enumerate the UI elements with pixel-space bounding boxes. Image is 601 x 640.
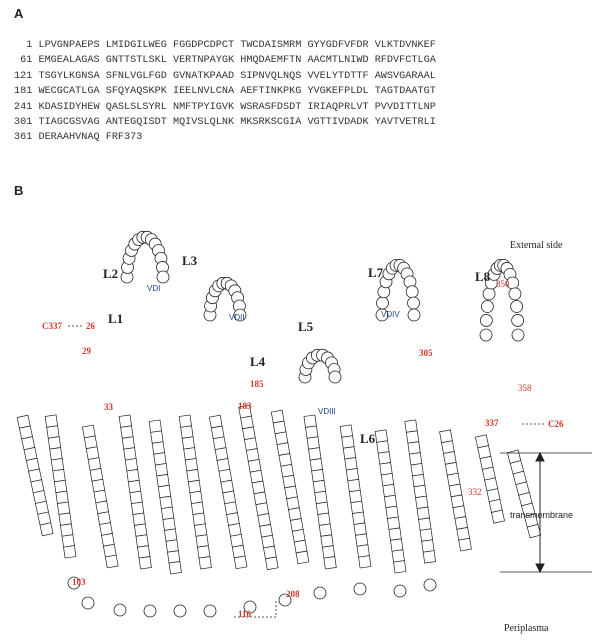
transmembrane-strand: [119, 415, 151, 569]
residue-circle: [114, 604, 126, 616]
residue-circle: [481, 301, 493, 313]
transmembrane-strand: [209, 415, 247, 569]
lys-label-350: 350: [496, 279, 510, 289]
residue-circle: [157, 271, 169, 283]
transmembrane-strand: [405, 420, 436, 563]
periplasm-label: Periplasma: [504, 623, 549, 634]
transmembrane-strand: [45, 415, 76, 558]
residue-circle: [509, 288, 521, 300]
lys-label-332: 332: [468, 487, 482, 497]
motif-label-vdi: VDI: [147, 284, 161, 293]
residue-circle: [483, 288, 495, 300]
cys-label-c337-left: C337: [42, 321, 62, 331]
loop-label-l7: L7: [368, 265, 384, 280]
transmembrane-strand: [440, 430, 472, 551]
transmembrane-strand: [82, 425, 118, 568]
transmembrane-strand: [507, 450, 540, 538]
transmembrane-strand: [475, 435, 504, 523]
loop-label-l8: L8: [475, 269, 491, 284]
cys-label-103: 103: [72, 577, 86, 587]
residue-circle: [329, 371, 341, 383]
transmembrane-strand: [304, 415, 336, 569]
membrane-arrow-head-down: [536, 564, 544, 572]
transmembrane-strand: [179, 415, 211, 569]
residue-circle: [408, 309, 420, 321]
cys-label-337: 337: [485, 418, 499, 428]
external-side-label: External side: [510, 240, 563, 251]
sequence-block: 1 LPVGNPAEPS LMIDGILWEG FGGDPCDPCT TWCDAISMRM GYYGDFVFDR VLKTDVNKEF 61 EMGEALAGAS GNTTSTLSKL VERTNPAYGK HMQDAEMFTN AACMTLNIWD RFDVFCTLGA 121 TSGYLKGNSA SFNLVGLFGD GVNATKPAAD SIPNVQLNQS VVELYTDTTF AWSVGARAAL 181 WECGCATLGA SFQYAQSKPK IEELNVLCNA AEFTINKPKG YVGKEFPLDL TAGTDAATGT 241 KDASIDYHEW QASLSLSYRL NMFTPYIGVK WSRASFDSDT IRIAQPRLVT PVVDITTLNP 301 TIAGCGSVAG ANTEGQISDT MQIVSLQLNK MKSRKSCGIA VGTTIVDADK YAVTVETRLI 361 DERAAHVNAQ FRF373: [14, 40, 436, 144]
residue-circle: [512, 329, 524, 341]
loop-label-l1: L1: [108, 311, 124, 326]
panel-b-label: B: [14, 183, 24, 198]
cys-label-c26-right: C26: [548, 419, 564, 429]
residue-circle: [204, 605, 216, 617]
topology-diagram: [0, 205, 601, 640]
cys-label-26: 26: [86, 321, 95, 331]
transmembrane-strand: [149, 420, 181, 574]
cys-label-33: 33: [104, 402, 113, 412]
residue-circle: [82, 597, 94, 609]
residue-circle: [512, 314, 524, 326]
residue-circle: [174, 605, 186, 617]
residue-circle: [354, 583, 366, 595]
loop-label-l6: L6: [360, 431, 376, 446]
cys-label-183: 183: [238, 401, 252, 411]
loop-label-l5: L5: [298, 319, 314, 334]
transmembrane-label: transmembrane: [510, 510, 574, 520]
residue-circle: [314, 587, 326, 599]
lys-label-358: 358: [518, 383, 532, 393]
cys-label-116: 116: [238, 609, 252, 619]
cys-label-208: 208: [286, 589, 300, 599]
transmembrane-strand: [375, 430, 406, 573]
cys-label-185: 185: [250, 379, 264, 389]
motif-label-vdii: VDII: [229, 313, 245, 322]
transmembrane-strand: [340, 425, 371, 568]
loop-label-l3: L3: [182, 253, 198, 268]
residue-circle: [144, 605, 156, 617]
residue-circle: [424, 579, 436, 591]
motif-label-vdiii: VDIII: [318, 407, 336, 416]
panel-a-label: A: [14, 6, 24, 21]
residue-circle: [480, 314, 492, 326]
motif-label-vdiv: VDIV: [381, 310, 400, 319]
membrane-arrow-head-up: [536, 453, 544, 461]
transmembrane-strand: [271, 410, 309, 564]
residue-circle: [406, 286, 418, 298]
loop-label-l4: L4: [250, 354, 266, 369]
transmembrane-strand: [239, 405, 278, 569]
loop-label-l2: L2: [103, 266, 119, 281]
residue-circle: [511, 301, 523, 313]
residue-circle: [376, 297, 388, 309]
cys-label-305: 305: [419, 348, 433, 358]
residue-circle: [408, 297, 420, 309]
cys-label-29: 29: [82, 346, 91, 356]
residue-circle: [394, 585, 406, 597]
residue-circle: [480, 329, 492, 341]
